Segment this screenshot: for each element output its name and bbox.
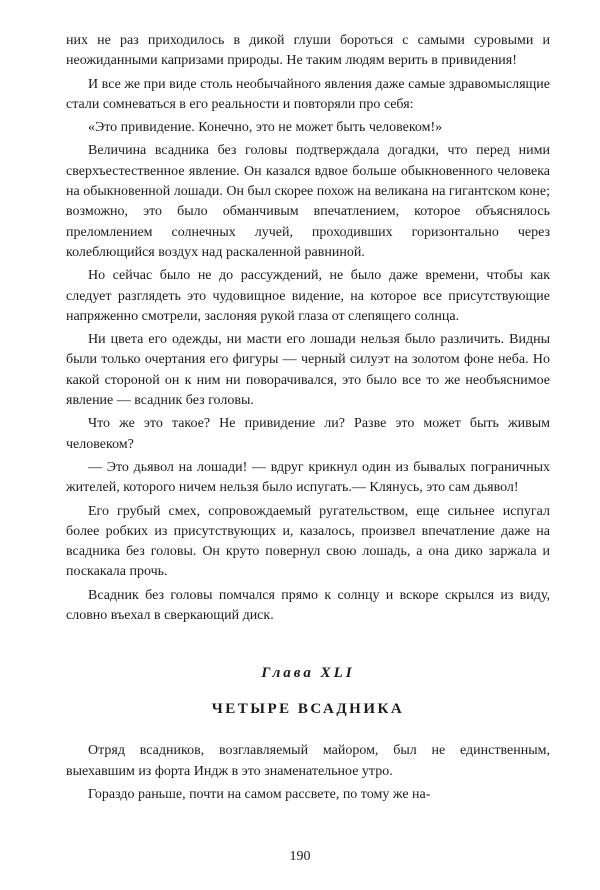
chapter-paragraph-2: Гораздо раньше, почти на самом рассвете, по тому же на- [88, 786, 431, 802]
paragraph-2: И все же при виде столь необычайного явления даже самые здравомыслящие стали сомневаться в его реальности и повторяли про себя: [66, 76, 550, 112]
paragraph-5: Но сейчас было не до рассуждений, не было даже времени, чтобы как следует разглядеть это чудовищное видение, на которое все присутствующие напряженно смотрели, заслоняя рукой глаза от слепящего солнца. [66, 268, 550, 324]
paragraph-9: Его грубый смех, сопровождаемый ругательством, еще сильнее испугал более робких из присутствующих и, казалось, произвел впечатление даже на всадника без головы. Он круто повернул свою лошадь, а она дико заржала и поскакала прочь. [66, 503, 550, 580]
paragraph-6: Ни цвета его одежды, ни масти его лошади нельзя было различить. Видны были только очертания его фигуры — черный силуэт на золотом фоне неба. Но какой стороной он к ним ни поворачивался, это было все то же необъяснимое явление — всадник без головы. [66, 332, 550, 409]
paragraph-8: — Это дьявол на лошади! — вдруг крикнул один из бывалых пограничных жителей, которого ничем нельзя было испугать.— Клянусь, это сам дьявол! [66, 459, 550, 496]
paragraph-1: них не раз приходилось в дикой глуши бороться с самыми суровыми и неожиданными капризами природы. Не таким людям верить в привидения! [66, 33, 550, 69]
book-page [66, 31, 550, 805]
paragraph-7: Что же это такое? Не привидение ли? Разве это может быть живым человеком? [66, 416, 550, 452]
chapter-title: ЧЕТЫРЕ ВСАДНИКА [211, 701, 405, 718]
paragraph-4: Величина всадника без головы подтверждала догадки, что перед ними сверхъестественное явление. Он казался вдвое больше обыкновенного человека на обыкновенной лошади. Он был скорее похож на великана на гигантском коне; возможно, это было обманчивым впечатлением, которое объяснялось преломлением солнечных лучей, проходивших горизонтально через колеблющийся воздух над раскаленной равниной. [66, 143, 550, 260]
paragraph-10: Всадник без головы помчался прямо к солнцу и вскоре скрылся из виду, словно въехал в сверкающий диск. [66, 587, 550, 624]
chapter-spacer [66, 719, 550, 741]
chapter-paragraph-1: Отряд всадников, возглавляемый майором, был не единственным, выехавшим из форта Индж в это знаменательное утро. [66, 743, 550, 779]
paragraph-3: «Это привидение. Конечно, это не может быть человеком!» [88, 120, 443, 136]
chapter-label: Глава XLI [261, 665, 355, 682]
page-number: 190 [289, 849, 311, 864]
